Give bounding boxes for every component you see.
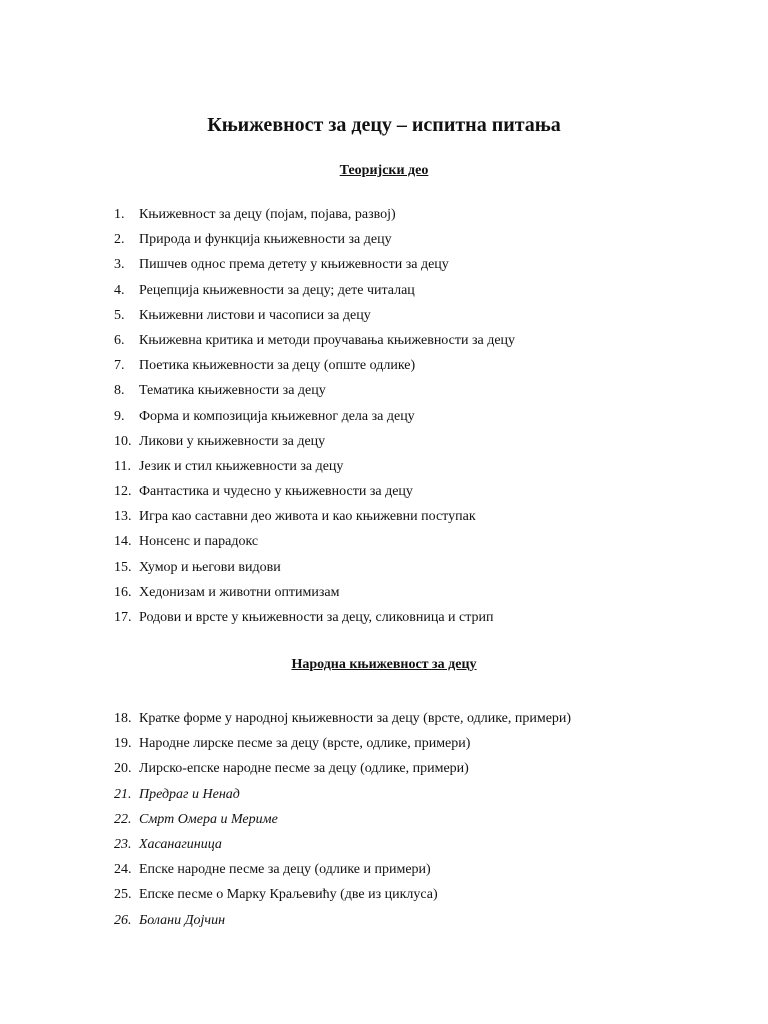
question-text: Болани Дојчин: [139, 912, 226, 928]
question-text: Књижевни листови и часописи за децу: [139, 307, 371, 323]
question-text: Предраг и Ненад: [139, 786, 240, 802]
question-text: Књижевна критика и методи проучавања књижевности за децу: [139, 332, 516, 348]
question-item: [114, 353, 515, 378]
question-item: [114, 580, 515, 605]
question-number: 11.: [114, 458, 131, 474]
question-number: 4.: [114, 282, 125, 298]
question-item: [114, 731, 571, 756]
question-item: [114, 756, 571, 781]
question-number: 5.: [114, 307, 125, 323]
question-item: [114, 908, 571, 933]
question-number: 2.: [114, 232, 125, 248]
question-text: Епске песме о Марку Краљевићу (две из циклуса): [139, 887, 438, 903]
question-text: Ликови у књижевности за децу: [139, 433, 326, 449]
question-item: [114, 807, 571, 832]
question-number: 7.: [114, 358, 125, 374]
question-number: 25.: [114, 887, 132, 903]
question-item: [114, 252, 515, 277]
question-item: [114, 605, 515, 630]
question-text: Лирско-епске народне песме за децу (одлике, примери): [139, 761, 469, 777]
question-text: Нонсенс и парадокс: [139, 534, 259, 550]
question-text: Народне лирске песме за децу (врсте, одлике, примери): [139, 736, 471, 752]
question-item: [114, 404, 515, 429]
question-number: 10.: [114, 433, 132, 449]
question-number: 21.: [114, 786, 132, 802]
question-text: Форма и композиција књижевног дела за децу: [139, 408, 415, 424]
question-item: [114, 555, 515, 580]
section-heading-theory: Теоријски део: [339, 163, 429, 178]
question-number: 15.: [114, 559, 132, 575]
question-item: [114, 782, 571, 807]
question-number: 1.: [114, 207, 125, 222]
question-text: Природа и функција књижевности за децу: [139, 232, 392, 248]
question-number: 18.: [114, 711, 132, 726]
question-item: [114, 278, 515, 303]
question-number: 6.: [114, 332, 125, 348]
question-text: Смрт Омера и Мериме: [139, 811, 278, 827]
question-list-theory: [114, 202, 515, 630]
question-text: Хумор и његови видови: [139, 559, 281, 575]
question-item: [114, 227, 515, 252]
question-item: [114, 303, 515, 328]
question-number: 13.: [114, 509, 132, 525]
question-text: Родови и врсте у књижевности за децу, сликовница и стрип: [139, 610, 494, 625]
question-text: Епске народне песме за децу (одлике и примери): [139, 862, 431, 878]
question-text: Фантастика и чудесно у књижевности за децу: [139, 484, 413, 500]
question-number: 19.: [114, 736, 132, 752]
question-number: 20.: [114, 761, 132, 777]
question-item: [114, 479, 515, 504]
question-item: [114, 857, 571, 882]
question-text: Хасанагиница: [139, 836, 222, 852]
question-text: Језик и стил књижевности за децу: [139, 458, 344, 474]
question-number: 23.: [114, 836, 132, 852]
document-title: Књижевност за децу – испитна питања: [207, 114, 561, 136]
question-item: [114, 706, 571, 731]
question-item: [114, 504, 515, 529]
question-text: Хедонизам и животни оптимизам: [139, 584, 340, 600]
question-item: [114, 882, 571, 907]
question-number: 8.: [114, 383, 125, 399]
question-number: 26.: [114, 912, 132, 928]
question-number: 3.: [114, 257, 125, 273]
question-number: 12.: [114, 484, 132, 500]
question-item: [114, 529, 515, 554]
question-item: [114, 429, 515, 454]
question-item: [114, 832, 571, 857]
question-text: Пишчев однос према детету у књижевности за децу: [139, 257, 449, 273]
question-text: Тематика књижевности за децу: [139, 383, 326, 399]
question-text: Књижевност за децу (појам, појава, развој): [139, 207, 396, 222]
question-item: [114, 454, 515, 479]
question-number: 9.: [114, 408, 125, 424]
question-text: Рецепција књижевности за децу; дете читалац: [139, 282, 415, 298]
question-item: [114, 378, 515, 403]
question-item: [114, 202, 515, 227]
question-item: [114, 328, 515, 353]
question-text: Поетика књижевности за децу (опште одлике): [139, 358, 416, 374]
question-number: 24.: [114, 862, 132, 878]
question-number: 14.: [114, 534, 132, 550]
question-number: 16.: [114, 584, 132, 600]
question-number: 22.: [114, 811, 132, 827]
question-number: 17.: [114, 610, 132, 625]
question-text: Кратке форме у народној књижевности за децу (врсте, одлике, примери): [139, 711, 572, 726]
question-list-folk-literature: [114, 706, 571, 933]
question-text: Игра као саставни део живота и као књижевни поступак: [139, 509, 476, 525]
section-heading-folk-literature: Народна књижевност за децу: [291, 657, 477, 672]
